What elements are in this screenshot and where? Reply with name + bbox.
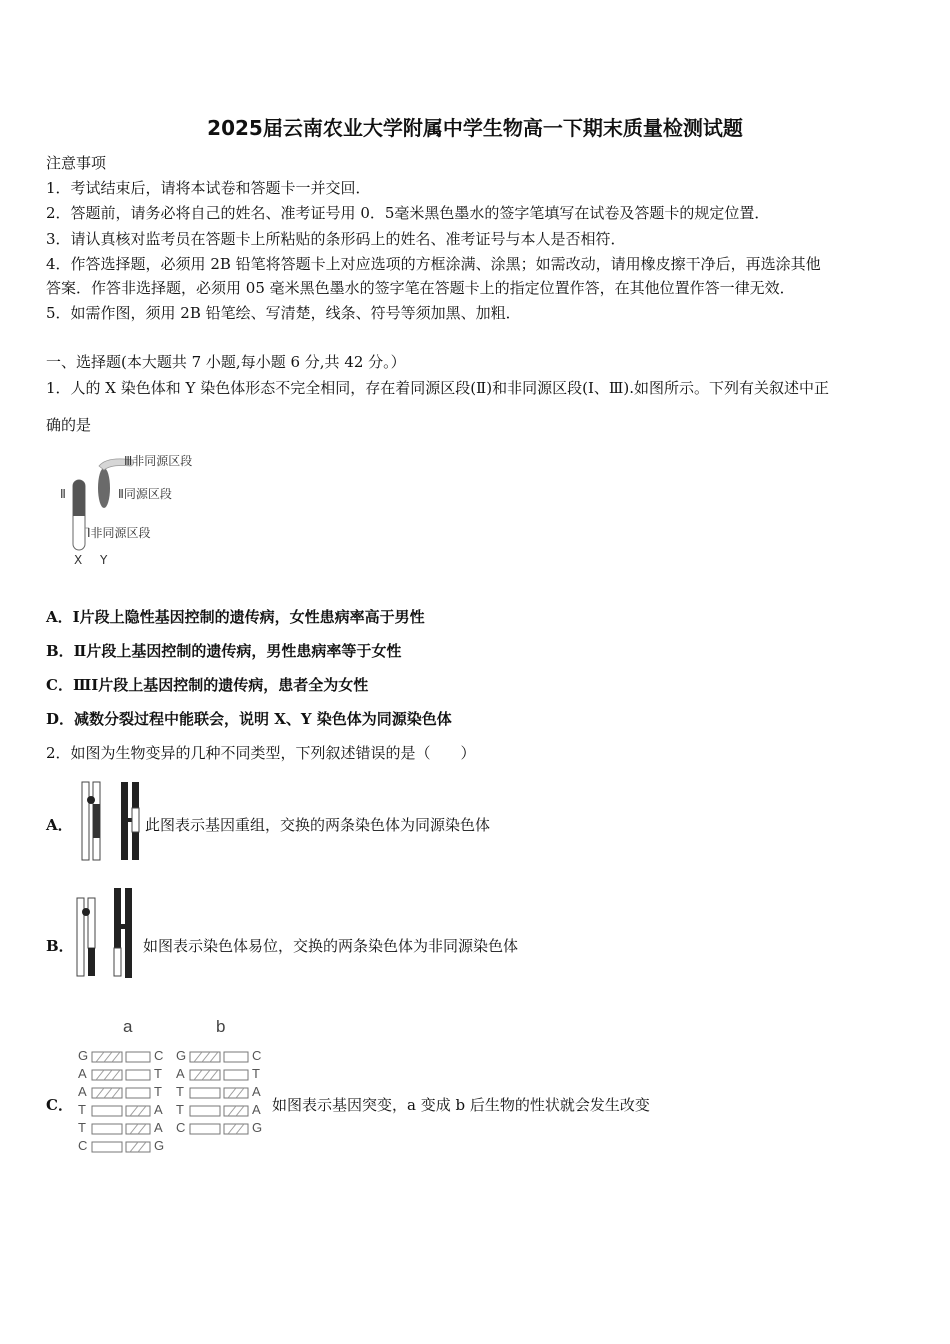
x-chromosome-homologous-segment bbox=[73, 480, 85, 516]
base: T bbox=[154, 1084, 162, 1099]
recombination-figure bbox=[76, 778, 144, 864]
base: A bbox=[154, 1102, 163, 1117]
option-b[interactable]: B．Ⅱ片段上基因控制的遗传病，男性患病率等于女性 bbox=[46, 642, 402, 660]
translocation-chromosomes-diagram bbox=[72, 886, 142, 984]
option-d[interactable]: D．减数分裂过程中能联会，说明 X、Y 染色体为同源染色体 bbox=[46, 710, 452, 728]
base: G bbox=[154, 1138, 165, 1153]
notice-heading: 注意事项 bbox=[46, 154, 107, 172]
base: T bbox=[176, 1084, 184, 1099]
base: T bbox=[78, 1102, 86, 1117]
page-title: 2025届云南农业大学附属中学生物高一下期末质量检测试题 bbox=[207, 116, 743, 140]
notice-item: 4．作答选择题，必须用 2B 铅笔将答题卡上对应选项的方框涂满、涂黑；如需改动，请用橡皮擦干净后，再选涂其他 bbox=[46, 255, 821, 273]
q2-option-c-label[interactable]: C． bbox=[46, 1096, 73, 1114]
base: A bbox=[78, 1084, 87, 1099]
label-left-ii: Ⅱ bbox=[60, 487, 66, 501]
option-a[interactable]: A．Ⅰ片段上隐性基因控制的遗传病，女性患病率高于男性 bbox=[46, 608, 425, 626]
y-chromosome bbox=[98, 468, 110, 508]
label-segment-iii: Ⅲ非同源区段 bbox=[124, 454, 193, 468]
question-2-stem: 2．如图为生物变异的几种不同类型，下列叙述错误的是（ ） bbox=[46, 744, 476, 762]
base: T bbox=[78, 1120, 86, 1135]
question-1-stem: 1．人的 X 染色体和 Y 染色体形态不完全相同，存在着同源区段(Ⅱ)和非同源区段(Ⅰ、Ⅲ).如图所示。下列有关叙述中正 bbox=[46, 379, 829, 397]
dna-a-title: a bbox=[123, 1017, 133, 1036]
base: C bbox=[78, 1138, 88, 1153]
notice-item: 5．如需作图，须用 2B 铅笔绘、写清楚，线条、符号等须加黑、加粗． bbox=[46, 304, 521, 322]
base: A bbox=[252, 1084, 261, 1099]
q2-option-c-text[interactable]: 如图表示基因突变，a 变成 b 后生物的性状就会发生改变 bbox=[272, 1096, 650, 1114]
base: T bbox=[252, 1066, 260, 1081]
base: A bbox=[78, 1066, 87, 1081]
base: G bbox=[78, 1048, 89, 1063]
notice-item: 答案．作答非选择题，必须用 05 毫米黑色墨水的签字笔在答题卡上的指定位置作答，在其他位置作答一律无效． bbox=[46, 279, 795, 297]
base: C bbox=[154, 1048, 164, 1063]
base: G bbox=[176, 1048, 187, 1063]
notice-item: 3．请认真核对监考员在答题卡上所粘贴的条形码上的姓名、准考证号与本人是否相符． bbox=[46, 230, 626, 248]
q2-option-b-text[interactable]: 如图表示染色体易位，交换的两条染色体为非同源染色体 bbox=[143, 937, 519, 955]
dna-strand-b bbox=[176, 1048, 268, 1148]
q2-option-b-label[interactable]: B． bbox=[46, 937, 74, 955]
q2-option-a-text[interactable]: 此图表示基因重组，交换的两条染色体为同源染色体 bbox=[145, 816, 491, 834]
label-segment-ii: Ⅱ同源区段 bbox=[118, 487, 172, 501]
question-1-stem-cont: 确的是 bbox=[46, 416, 92, 434]
option-c[interactable]: C．ⅢⅠ片段上基因控制的遗传病，患者全为女性 bbox=[46, 676, 369, 694]
base: G bbox=[252, 1120, 263, 1135]
base: A bbox=[176, 1066, 185, 1081]
base: T bbox=[154, 1066, 162, 1081]
base: C bbox=[252, 1048, 262, 1063]
q2-option-a-label[interactable]: A． bbox=[46, 816, 73, 834]
label-x: X bbox=[74, 553, 83, 567]
notice-item: 1．考试结束后，请将本试卷和答题卡一并交回． bbox=[46, 179, 371, 197]
base: T bbox=[176, 1102, 184, 1117]
base: A bbox=[154, 1120, 163, 1135]
crossover-chromosomes-diagram bbox=[76, 778, 144, 864]
notice-item: 2．答题前，请务必将自己的姓名、准考证号用 0．5毫米黑色墨水的签字笔填写在试卷及答题卡的规定位置． bbox=[46, 204, 770, 222]
dna-strand-a bbox=[78, 1048, 170, 1168]
translocation-figure bbox=[72, 886, 142, 984]
label-segment-i: Ⅰ非同源区段 bbox=[87, 526, 151, 540]
section-heading: 一、选择题(本大题共 7 小题,每小题 6 分,共 42 分。） bbox=[46, 353, 406, 371]
base: A bbox=[252, 1102, 261, 1117]
label-y: Y bbox=[100, 553, 108, 567]
dna-b-title: b bbox=[216, 1017, 226, 1036]
base: C bbox=[176, 1120, 186, 1135]
